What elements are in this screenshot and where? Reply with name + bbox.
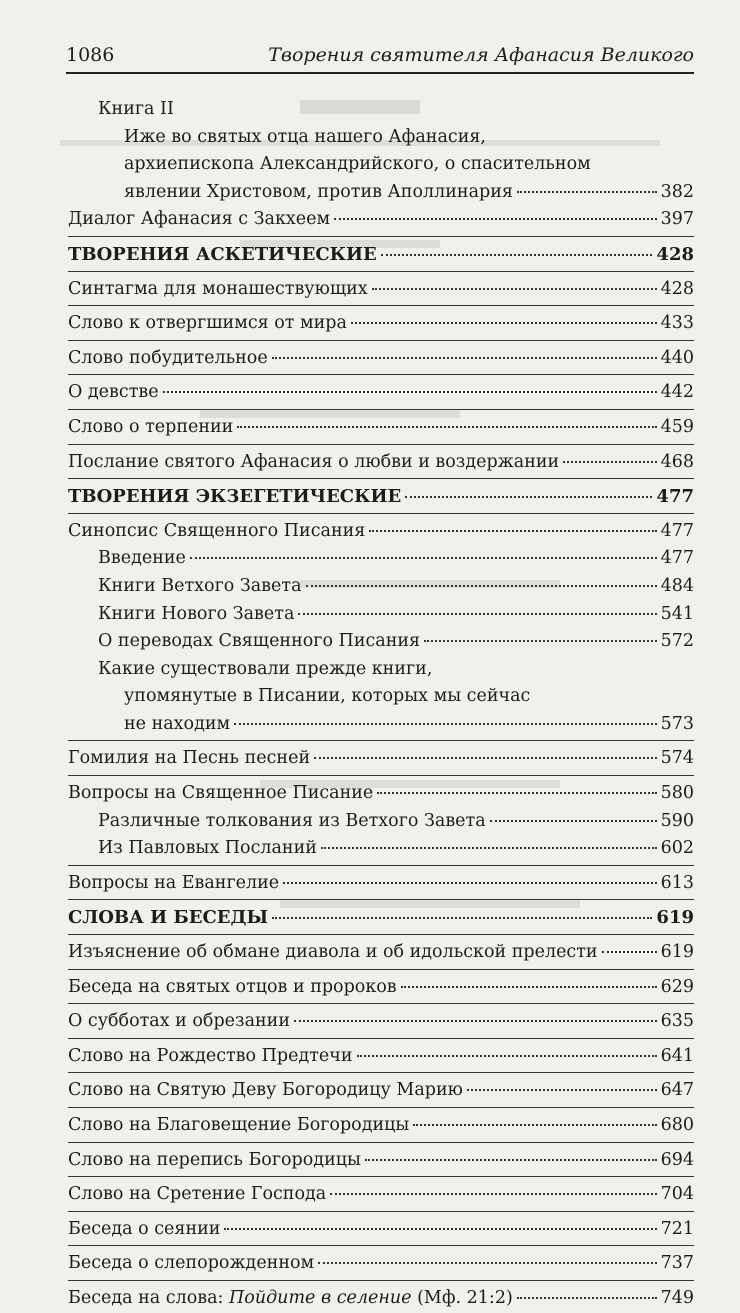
section-divider — [68, 775, 694, 776]
section-divider — [68, 865, 694, 866]
section-divider — [68, 1142, 694, 1143]
section-divider — [68, 1176, 694, 1177]
section-divider — [68, 740, 694, 741]
section-divider — [68, 1072, 694, 1073]
section-divider — [68, 1245, 694, 1246]
section-divider — [68, 271, 694, 272]
table-of-contents — [68, 96, 694, 1313]
running-title: Творения святителя Афанасия Великого — [268, 44, 694, 66]
toc-entry[interactable]: Слово побудительное 440 — [68, 347, 694, 368]
toc-entry[interactable]: Слово на перепись Богородицы 694 — [68, 1149, 694, 1170]
section-divider — [68, 1280, 694, 1281]
toc-book2-line1: Иже во святых отца нашего Афанасия, — [124, 126, 486, 147]
toc-entry[interactable]: Вопросы на Священное Писание 580 — [68, 783, 694, 804]
toc-entry[interactable]: Слово на Благовещение Богородицы 680 — [68, 1115, 694, 1135]
section-heading-exegetic[interactable]: ТВОРЕНИЯ ЭКЗЕГЕТИЧЕСКИЕ 477 — [68, 486, 694, 508]
section-divider — [68, 444, 694, 445]
toc-entry[interactable]: Слово на Сретение Господа 704 — [68, 1184, 694, 1205]
toc-books-line2: упомянутые в Писании, которых мы сейчас — [124, 686, 531, 707]
toc-entry[interactable]: явлении Христовом, против Аполлинария 382 — [124, 181, 694, 202]
toc-entry[interactable]: Беседа на святых отцов и пророков 629 — [68, 976, 694, 997]
section-divider — [68, 899, 694, 900]
toc-entry[interactable]: О переводах Священного Писания 572 — [98, 631, 694, 652]
toc-entry[interactable]: не находим 573 — [124, 713, 694, 734]
toc-book2-line2: архиепископа Александрийского, о спасительном — [124, 154, 591, 175]
section-divider — [68, 305, 694, 306]
section-divider — [68, 1038, 694, 1039]
toc-entry[interactable]: Вопросы на Евангелие 613 — [68, 872, 694, 893]
toc-entry[interactable]: Беседа о сеянии 721 — [68, 1218, 694, 1239]
toc-entry[interactable]: Беседа на слова: Пойдите в селение (Мф. 21:2) 749 — [68, 1287, 694, 1308]
section-divider — [68, 236, 694, 237]
toc-entry[interactable]: Послание святого Афанасия о любви и воздержании 468 — [68, 451, 694, 472]
section-divider — [68, 478, 694, 479]
toc-entry[interactable]: Синопсис Священного Писания 477 — [68, 520, 694, 541]
toc-entry[interactable]: Книги Нового Завета 541 — [98, 603, 694, 624]
section-divider — [68, 374, 694, 375]
section-heading-ascetic[interactable]: ТВОРЕНИЯ АСКЕТИЧЕСКИЕ 428 — [68, 243, 694, 265]
toc-entry[interactable]: О субботах и обрезании 635 — [68, 1011, 694, 1032]
toc-books-line1: Какие существовали прежде книги, — [98, 658, 433, 679]
page-number: 1086 — [66, 44, 115, 66]
running-header — [66, 44, 694, 74]
toc-entry[interactable]: Введение 477 — [98, 548, 694, 569]
toc-entry[interactable]: Гомилия на Песнь песней 574 — [68, 748, 694, 769]
toc-entry[interactable]: О девстве 442 — [68, 382, 694, 403]
toc-book2-label: Книга II — [98, 99, 174, 119]
section-divider — [68, 934, 694, 935]
toc-entry[interactable]: Слово на Святую Деву Богородицу Марию 647 — [68, 1080, 694, 1101]
section-divider — [68, 513, 694, 514]
toc-entry[interactable]: Из Павловых Посланий 602 — [98, 838, 694, 859]
section-divider — [68, 409, 694, 410]
toc-entry[interactable]: Диалог Афанасия с Закхеем 397 — [68, 209, 694, 230]
section-divider — [68, 969, 694, 970]
toc-entry[interactable]: Слово к отвергшимся от мира 433 — [68, 313, 694, 334]
toc-entry[interactable]: Синтагма для монашествующих 428 — [68, 278, 694, 299]
section-heading-sermons[interactable]: СЛОВА И БЕСЕДЫ 619 — [68, 907, 694, 929]
toc-entry[interactable]: Различные толкования из Ветхого Завета 590 — [98, 810, 694, 831]
section-divider — [68, 1211, 694, 1212]
toc-entry[interactable]: Беседа о слепорожденном 737 — [68, 1253, 694, 1274]
toc-entry[interactable]: Книги Ветхого Завета 484 — [98, 575, 694, 596]
toc-entry[interactable]: Изъяснение об обмане диавола и об идольской прелести 619 — [68, 942, 694, 963]
toc-entry[interactable]: Слово о терпении 459 — [68, 416, 694, 437]
section-divider — [68, 1003, 694, 1004]
section-divider — [68, 340, 694, 341]
toc-entry[interactable]: Слово на Рождество Предтечи 641 — [68, 1045, 694, 1066]
section-divider — [68, 1107, 694, 1108]
